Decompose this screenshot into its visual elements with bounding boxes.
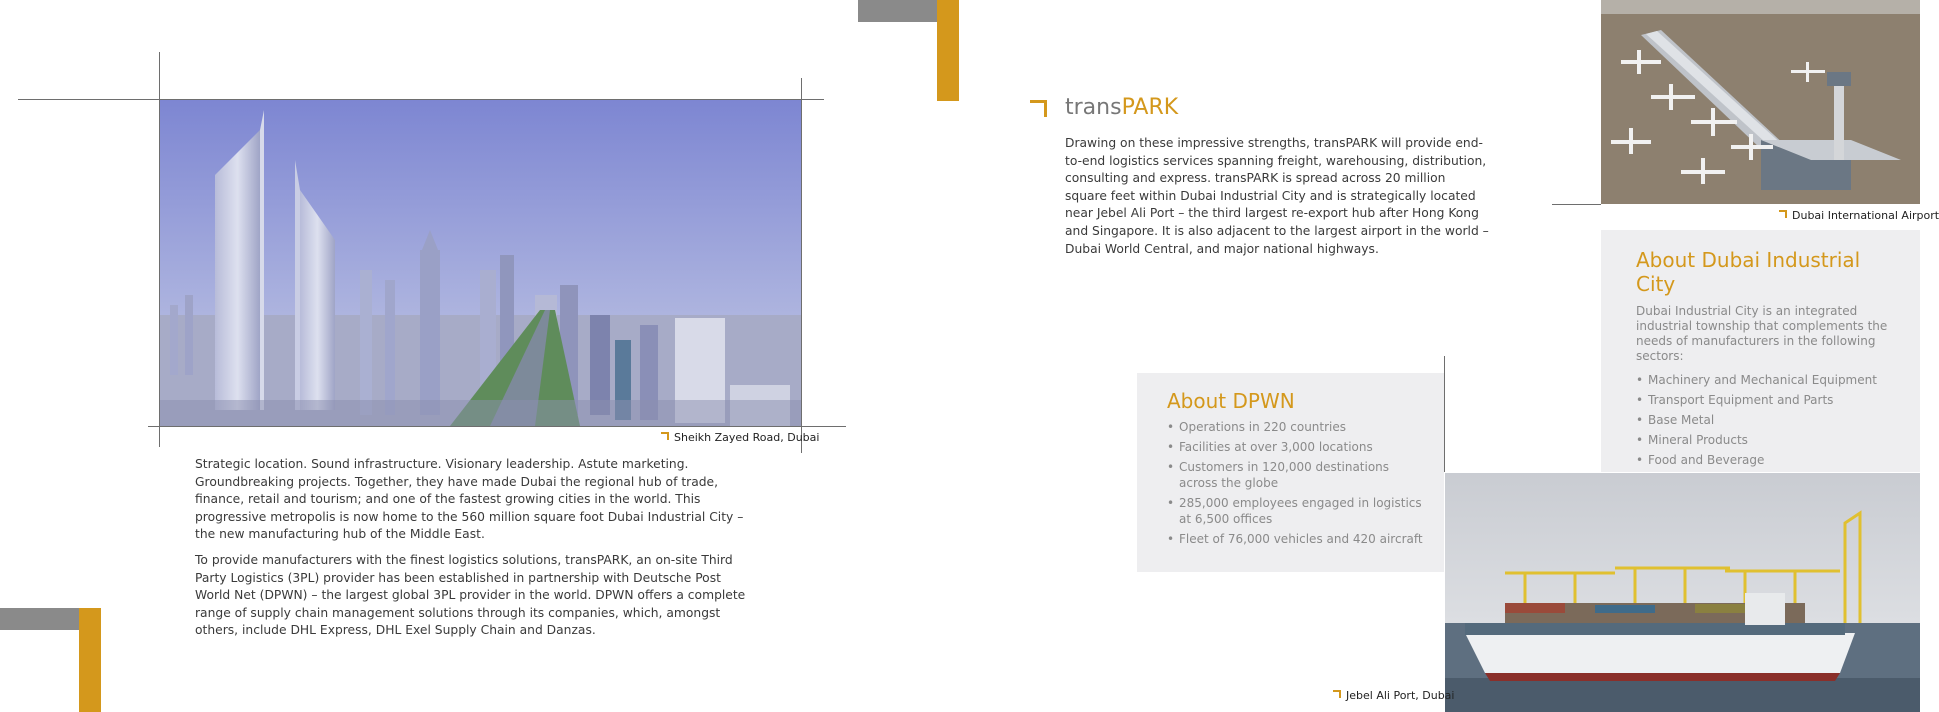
dpwn-title: About DPWN (1167, 389, 1295, 413)
transpark-body: Drawing on these impressive strengths, transPARK will provide end-to-end logistics services spanning freight, warehousing, distribution, consulting and express. transPARK is spread across 20 million square feet within Dubai Industrial City and is strategically located near Jebel Ali Port – the third largest re-export hub after Hong Kong and Singapore. It is also adjacent to the largest airport in the world – Dubai World Central, and major national highways. (1065, 136, 1489, 256)
port-caption: Jebel Ali Port, Dubai (1333, 689, 1454, 702)
skyline-caption: Sheikh Zayed Road, Dubai (661, 431, 819, 444)
list-item: • Mineral Products (1636, 432, 1900, 448)
corner-bracket-top-center-bevel (937, 0, 959, 22)
list-item: • Facilities at over 3,000 locations (1167, 439, 1424, 455)
partnership-paragraph: To provide manufacturers with the finest logistics solutions, transPARK, an on-site Third Party Logistics (3PL) provider has been established in partnership with Deutsche Post World Net (DPWN) – the largest global 3PL provider in the world. DPWN offers a complete range of supply chain management solutions through its companies, which, amongst others, include DHL Express, DHL Exel Supply Chain and Danzas. (195, 552, 746, 638)
dic-title: About Dubai Industrial City (1636, 248, 1861, 296)
dic-sector-list (1636, 372, 1900, 488)
airport-photo (1601, 0, 1920, 204)
list-item: • Machinery and Mechanical Equipment (1636, 372, 1900, 388)
caption-bracket-icon (1333, 690, 1341, 698)
transpark-title: transPARK (1065, 95, 1179, 120)
intro-paragraph: Strategic location. Sound infrastructure. Visionary leadership. Astute marketing. Groundbreaking projects. Together, they have made Dubai the regional hub of trade, finance, retail and tourism; and one of the fastest growing cities in the world. This progressive metropolis is now home to the 560 million square foot Dubai Industrial City – the new manufacturing hub of the Middle East. (195, 457, 744, 542)
caption-bracket-icon (661, 432, 669, 440)
skyline-photo (160, 100, 801, 426)
crop-line (148, 426, 846, 427)
list-item: • Customers in 120,000 destinations across the globe (1167, 459, 1424, 491)
dic-intro: Dubai Industrial City is an integrated industrial township that complements the needs of manufacturers in the following sectors: (1636, 304, 1888, 363)
list-item: • Food and Beverage (1636, 452, 1900, 468)
list-item: • Fleet of 76,000 vehicles and 420 aircraft (1167, 531, 1424, 547)
corner-bracket-bottom-left-bevel (79, 608, 101, 630)
crop-line (1444, 356, 1445, 472)
transpark-bracket-icon (1030, 100, 1047, 117)
dpwn-facts-list (1167, 419, 1424, 547)
dpwn-panel (1137, 373, 1444, 572)
crop-line (1552, 204, 1601, 205)
list-item: • Base Metal (1636, 412, 1900, 428)
airport-caption: Dubai International Airport (1779, 209, 1939, 222)
left-page-body (195, 456, 757, 648)
port-photo (1445, 473, 1920, 712)
list-item: • Operations in 220 countries (1167, 419, 1424, 435)
caption-bracket-icon (1779, 210, 1787, 218)
list-item: • 285,000 employees engaged in logistics at 6,500 offices (1167, 495, 1424, 527)
list-item: • Transport Equipment and Parts (1636, 392, 1900, 408)
crop-line (801, 78, 802, 453)
dic-panel (1601, 230, 1920, 472)
